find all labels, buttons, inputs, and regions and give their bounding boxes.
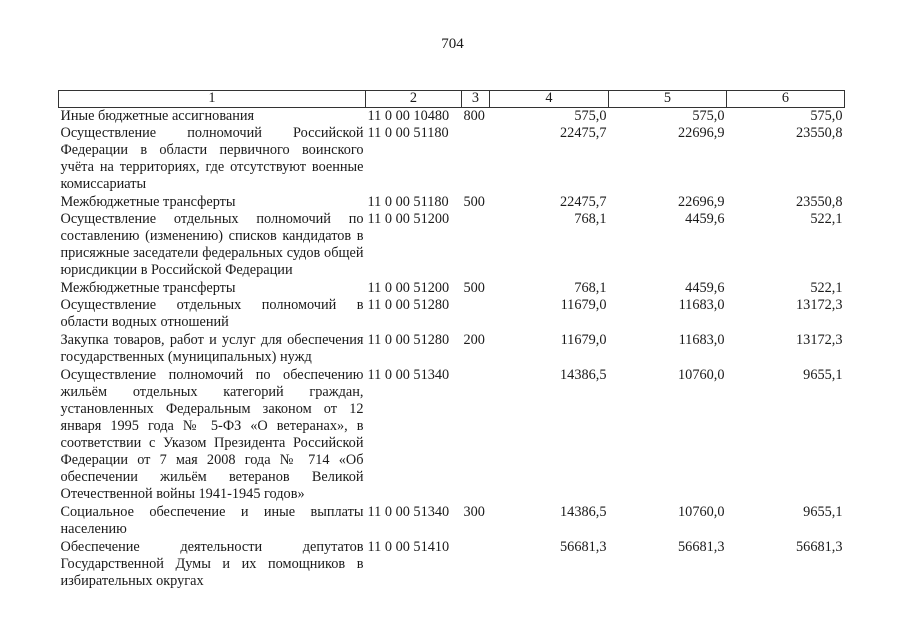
row-type: 300 — [463, 504, 485, 520]
page-number: 704 — [441, 36, 464, 52]
row-name: Закупка товаров, работ и услуг для обеспечения государственных (муниципальных) нужд — [60, 332, 364, 365]
row-value-4: 11679,0 — [560, 332, 607, 348]
row-type — [462, 125, 490, 193]
table-row — [59, 279, 845, 297]
table-row — [59, 503, 845, 538]
row-type: 500 — [463, 194, 485, 210]
table-body — [59, 108, 845, 591]
row-type: 200 — [463, 332, 485, 348]
row-value-6: 522,1 — [810, 211, 843, 227]
row-value-6: 23550,8 — [796, 194, 843, 210]
header-col-6: 6 — [727, 91, 845, 108]
row-value-5: 22696,9 — [678, 125, 725, 141]
row-value-6: 13172,3 — [796, 297, 843, 313]
row-name: Обеспечение деятельности депутатов Государственной Думы и их помощников в избирательных округах — [60, 539, 364, 589]
row-value-4: 22475,7 — [560, 125, 607, 141]
row-code: 11 0 00 51280 — [367, 297, 450, 313]
row-value-6: 23550,8 — [796, 125, 843, 141]
table-row — [59, 297, 845, 331]
row-value-4: 14386,5 — [560, 504, 607, 520]
header-row — [59, 91, 845, 108]
row-code: 11 0 00 51280 — [367, 332, 450, 348]
row-value-4: 22475,7 — [560, 194, 607, 210]
row-value-6: 56681,3 — [796, 539, 843, 555]
header-col-4: 4 — [490, 91, 609, 108]
row-code: 11 0 00 51200 — [367, 280, 450, 296]
table-row — [59, 538, 845, 590]
row-value-5: 11683,0 — [678, 332, 725, 348]
row-value-6: 9655,1 — [803, 504, 843, 520]
row-value-6: 522,1 — [810, 280, 843, 296]
row-type: 800 — [463, 108, 485, 124]
row-code: 11 0 00 51340 — [367, 367, 450, 383]
row-value-6: 9655,1 — [803, 367, 843, 383]
budget-table — [58, 90, 845, 590]
row-type: 500 — [463, 280, 485, 296]
header-col-5: 5 — [609, 91, 727, 108]
row-value-4: 768,1 — [574, 211, 607, 227]
row-value-6: 575,0 — [810, 108, 843, 124]
row-code: 11 0 00 51180 — [367, 125, 449, 141]
row-code: 11 0 00 51180 — [367, 194, 449, 210]
row-code: 11 0 00 51410 — [367, 539, 450, 555]
row-value-4: 575,0 — [574, 108, 607, 124]
row-name: Межбюджетные трансферты — [60, 280, 236, 296]
row-name: Осуществление полномочий по обеспечению жильём отдельных категорий граждан, установленных Федеральным законом от 12 января 1995 года № 5-ФЗ «О ветеранах», в соответствии с Указом Президента Российской Федерации от 7 мая 2008 года № 714 «Об обеспечении жильём ветеранов Великой Отечественной войны 1941-1945 годов» — [60, 367, 364, 502]
row-name: Осуществление отдельных полномочий по составлению (изменению) списков кандидатов в присяжные заседатели федеральных судов общей юрисдикции в Российской Федерации — [60, 211, 364, 278]
row-value-5: 4459,6 — [685, 280, 725, 296]
row-value-5: 10760,0 — [678, 367, 725, 383]
row-type — [462, 211, 490, 279]
header-col-3: 3 — [462, 91, 490, 108]
table-row — [59, 193, 845, 211]
row-name: Межбюджетные трансферты — [60, 194, 236, 210]
header-col-2: 2 — [366, 91, 462, 108]
row-value-5: 10760,0 — [678, 504, 725, 520]
row-value-5: 11683,0 — [678, 297, 725, 313]
row-type — [462, 297, 490, 331]
row-value-4: 768,1 — [574, 280, 607, 296]
row-name: Иные бюджетные ассигнования — [60, 108, 255, 124]
row-value-4: 56681,3 — [560, 539, 607, 555]
table-row — [59, 125, 845, 193]
table-row — [59, 331, 845, 366]
row-name: Осуществление полномочий Российской Федерации в области первичного воинского учёта на территориях, где отсутствуют военные комиссариаты — [60, 125, 364, 192]
row-name: Социальное обеспечение и иные выплаты населению — [60, 504, 364, 537]
row-value-6: 13172,3 — [796, 332, 843, 348]
row-name: Осуществление отдельных полномочий в области водных отношений — [60, 297, 364, 330]
row-code: 11 0 00 10480 — [367, 108, 450, 124]
table-row — [59, 366, 845, 503]
row-value-5: 4459,6 — [685, 211, 725, 227]
row-value-5: 575,0 — [692, 108, 725, 124]
row-code: 11 0 00 51200 — [367, 211, 450, 227]
row-value-4: 11679,0 — [560, 297, 607, 313]
row-value-4: 14386,5 — [560, 367, 607, 383]
header-col-1: 1 — [59, 91, 366, 108]
row-code: 11 0 00 51340 — [367, 504, 450, 520]
row-type — [462, 366, 490, 503]
row-value-5: 56681,3 — [678, 539, 725, 555]
row-value-5: 22696,9 — [678, 194, 725, 210]
table-row — [59, 211, 845, 279]
row-type — [462, 538, 490, 590]
table-row — [59, 108, 845, 126]
